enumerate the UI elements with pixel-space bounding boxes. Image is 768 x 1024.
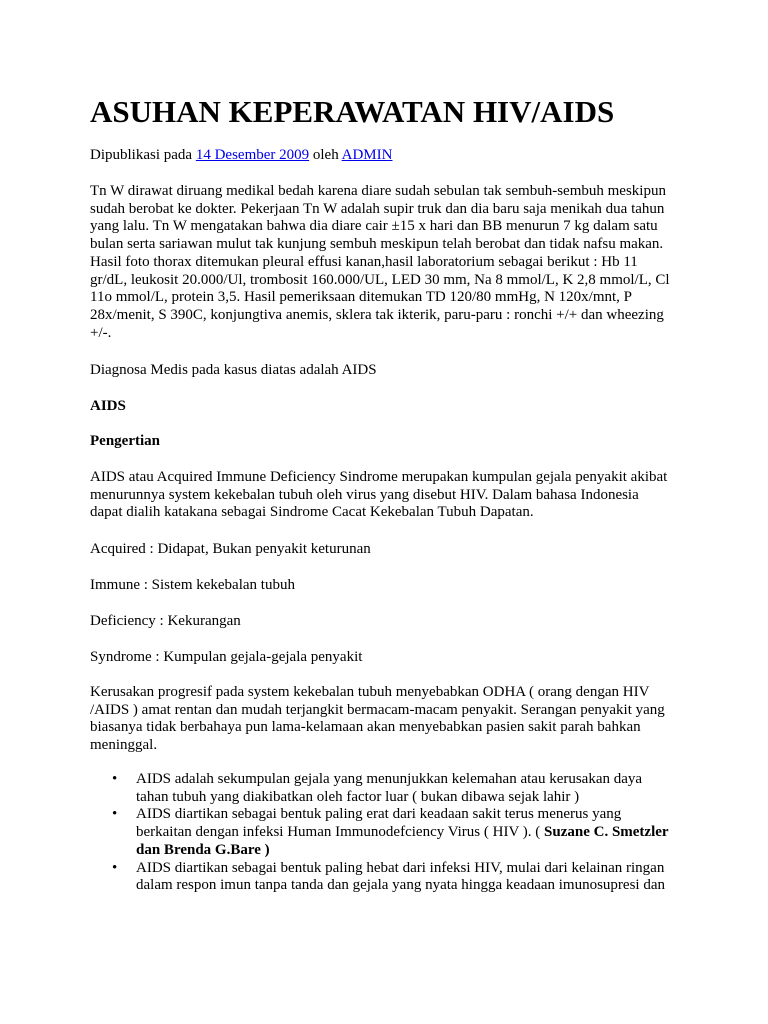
bullet-icon: • — [112, 859, 118, 876]
heading-aids: AIDS — [90, 398, 126, 414]
term-immune: Immune : Sistem kekebalan tubuh — [90, 577, 295, 593]
case-line: bulan serta sariawan mulut tak kunjung sembuh meskipun telah berobat dan tidak nafsu makan. — [90, 236, 664, 253]
case-paragraph — [90, 183, 682, 342]
definition-line: AIDS atau Acquired Immune Deficiency Sindrome merupakan kumpulan gejala penyakit akibat — [90, 469, 668, 485]
list-item-line: AIDS adalah sekumpulan gejala yang menunjukkan kelemahan atau kerusakan daya — [136, 771, 643, 787]
list-item — [90, 806, 682, 859]
by-text: oleh — [309, 147, 342, 163]
list-item-line: AIDS diartikan sebagai bentuk paling erat dari keadaan sakit terus menerus yang — [136, 806, 622, 823]
published-prefix: Dipublikasi pada — [90, 147, 196, 163]
bullet-icon: • — [112, 771, 118, 787]
bullet-icon: • — [112, 806, 118, 823]
definition-line: dapat dialih katakana sebagai Sindrome Cacat Kekebalan Tubuh Dapatan. — [90, 504, 534, 521]
case-line: yang lalu. Tn W mengatakan bahwa dia diare cair ±15 x hari dan BB menurun 7 kg dalam satu — [90, 218, 658, 235]
term-acquired: Acquired : Didapat, Bukan penyakit keturunan — [90, 541, 371, 557]
definition-line: menurunnya system kekebalan tubuh oleh virus yang disebut HIV. Dalam bahasa Indonesia — [90, 486, 639, 503]
bullet-list — [90, 771, 682, 895]
case-line: 11o mmol/L, protein 3,5. Hasil pemeriksaan ditemukan TD 120/80 mmHg, N 120x/mnt, P — [90, 289, 633, 306]
citation-author: Suzane C. Smetzler — [544, 824, 669, 841]
damage-line: Kerusakan progresif pada system kekebalan tubuh menyebabkan ODHA ( orang dengan HIV — [90, 684, 650, 700]
author-link[interactable]: ADMIN — [341, 147, 393, 163]
diagnosis-text: Diagnosa Medis pada kasus diatas adalah AIDS — [90, 362, 377, 378]
definition-paragraph — [90, 469, 682, 522]
heading-pengertian: Pengertian — [90, 433, 160, 449]
list-item — [90, 860, 682, 895]
publish-meta — [90, 147, 682, 165]
term-syndrome: Syndrome : Kumpulan gejala-gejala penyakit — [90, 649, 363, 665]
case-line: 28x/menit, S 390C, konjungtiva anemis, sklera tak ikterik, paru-paru : ronchi +/+ dan wheezing — [90, 306, 664, 323]
case-line: +/-. — [90, 324, 112, 341]
damage-line: biasanya tidak berbahaya pun lama-kelamaan akan menyebabkan pasien sakit parah bahkan — [90, 719, 641, 736]
list-item — [90, 771, 682, 806]
list-item-line — [136, 824, 682, 842]
publish-date-link[interactable]: 14 Desember 2009 — [195, 147, 310, 163]
list-item-line: tahan tubuh yang diakibatkan oleh factor luar ( bukan dibawa sejak lahir ) — [136, 788, 580, 805]
case-line: sudah berobat ke dokter. Pekerjaan Tn W adalah supir truk dan dia baru saja menikah dua tahun — [90, 200, 665, 217]
page-title: ASUHAN KEPERAWATAN HIV/AIDS — [90, 94, 615, 129]
damage-paragraph — [90, 684, 682, 755]
case-line: Tn W dirawat diruang medikal bedah karena diare sudah sebulan tak sembuh-sembuh meskipun — [90, 183, 666, 199]
list-item-line: dalam respon imun tanpa tanda dan gejala yang nyata hingga keadaan imunosupresi dan — [136, 877, 665, 894]
list-item-line: AIDS diartikan sebagai bentuk paling hebat dari infeksi HIV, mulai dari kelainan ringan — [136, 859, 665, 876]
citation-author-cont: dan Brenda G.Bare ) — [136, 841, 270, 858]
case-line: gr/dL, leukosit 20.000/Ul, trombosit 160.000/UL, LED 30 mm, Na 8 mmol/L, K 2,8 mmol/L, Cl — [90, 271, 670, 288]
damage-line: meninggal. — [90, 737, 158, 754]
list-item-text: berkaitan dengan infeksi Human Immunodefciency Virus ( HIV ). ( — [136, 824, 545, 841]
case-line: Hasil foto thorax ditemukan pleural effusi kanan,hasil laboratorium sebagai berikut : Hb 11 — [90, 253, 638, 270]
term-deficiency: Deficiency : Kekurangan — [90, 613, 241, 629]
damage-line: /AIDS ) amat rentan dan mudah terjangkit bermacam-macam penyakit. Serangan penyakit yang — [90, 701, 665, 718]
